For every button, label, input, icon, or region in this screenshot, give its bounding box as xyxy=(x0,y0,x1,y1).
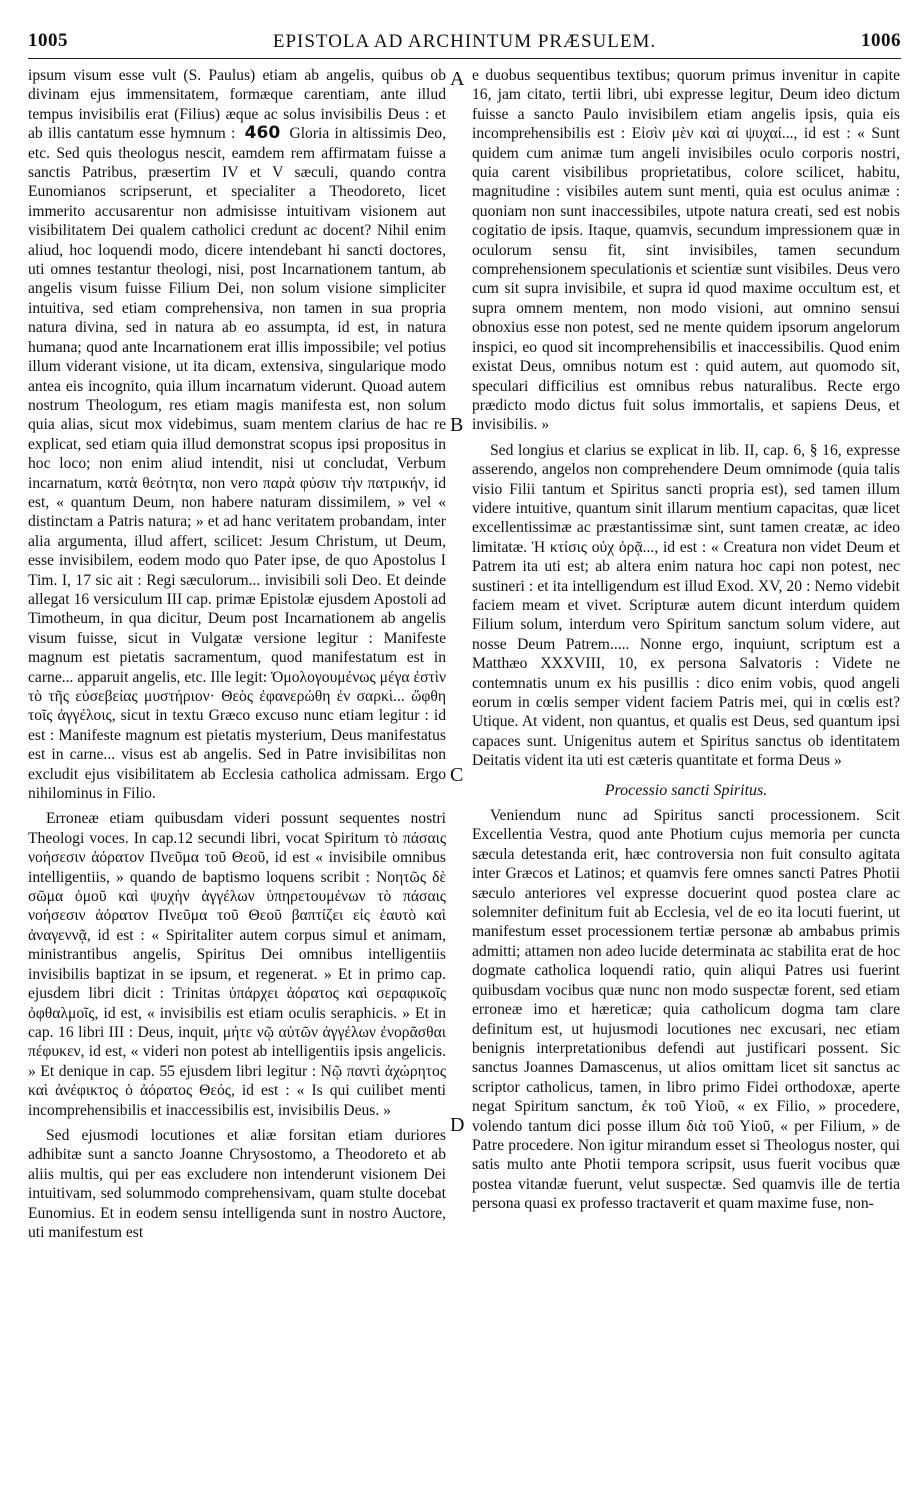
running-title: EPISTOLA AD ARCHINTUM PRÆSULEM. xyxy=(272,31,657,52)
left-column xyxy=(28,66,446,1494)
page-number-right: 1006 xyxy=(861,30,901,51)
paragraph xyxy=(28,66,446,803)
page-number-left: 1005 xyxy=(28,30,68,51)
page-header xyxy=(28,30,901,59)
margin-letter-b: B xyxy=(450,414,464,436)
original-page-marker: 460 xyxy=(244,123,281,144)
paragraph-text: Gloria in altissimis Deo, etc. Sed quis theologus nescit, eamdem rem affirmatam fuisse a sanctis Patribus, præsertim IV et V sæculi, quando contra Eunomianos scripserunt, et specialiter a Theodoreto, licet immerito accusarentur non admisisse intuitivam visionem aut visibilitatem Dei qualem catholici credunt ac docent? Nihil enim aliud, hoc loquendi modo, dicere intendebant hi sancti doctores, uti omnes testantur theologi, nisi, post Incarnationem tantum, ab angelis visum fuisse Filium Dei, non solum visione simpliciter intuitiva, sed etiam comprehensiva, non tamen in sua propria natura divina, sed in natura ab eo assumpta, id est, in natura humana; quod ante Incarnationem erat illis impossibile; vel potius illum viderant visione, ut ita dicam, extensiva, singularique modo antea eis incognito, quia illum incarnatum viderunt. Quoad autem nostrum Theologum, res etiam magis manifesta est, non solum quia alias, sicut mox videbimus, suam mentem clarius de hac re explicat, sed etiam quia illud demonstrat scopus ipsi propositus in hoc loco; non enim aliud intendit, nisi ut concludat, Verbum incarnatum, κατὰ θεότητα, non vero παρὰ φύσιν τὴν πατρικήν, id est, « quantum Deum, non habere naturam dissimilem, » vel « distinctam a Patris natura; » et ad hanc veritatem probandam, inter alia argumenta, illud affert, scilicet: Jesum Christum, ut Deum, esse invisibilem, eodem modo quo Pater ipse, de quo Apostolus I Tim. I, 17 sic ait : Regi sæculorum... invisibili soli Deo. Et deinde allegat 16 versiculum III cap. primæ Epistolæ ejusdem Apostoli ad Timotheum, in qua dicitur, Deum post Incarnationem ab angelis visum fuisse, sicut in Vulgatæ versione legitur : Manifeste magnum est pietatis sacramentum, quod manifestatum est in carne... apparuit angelis, etc. Ille legit: Ὁμολογουμένως μέγα ἐστὶν τὸ τῆς εὐσεβείας μυστήριον· Θεὸς ἐφανερώθη ἐν σαρκὶ... ὤφθη τοῖς ἀγγέλοις, sicut in textu Græco excuso nunc etiam legitur : id est : Manifeste magnum est pietatis mysterium, Deus manifestatus est in carne... visus est ab angelis. Sed in Patre invisibilitas non excludit ejus visibilitatem ab Ecclesia catholica admissam. Ergo nihilominus in Filio. xyxy=(28,125,446,803)
paragraph: e duobus sequentibus textibus; quorum primus invenitur in capite 16, jam citato, tertii libri, ubi expresse legitur, Deum ideo dictum fuisse a sancto Paulo invisibilem etiam angelis ipsis, quia eis incomprehensibilis est : Εἰσὶν μὲν καὶ αἱ ψυχαί..., id est : « Sunt quidem cum animæ tum angeli invisibiles oculo corporis nostri, quia carent visibilibus proprietatibus, colore scilicet, habitu, magnitudine : visibiles autem sunt menti, quia est oculus animæ : quoniam non sunt inaccessibiles, utpote natura creati, sed est nobis cogitatio de ipsis. Itaque, quamvis, secundum impressionem quæ in oculorum sensu fit, sint invisibiles, tamen secundum comprehensionem speculationis et scientiæ sunt visibiles. Deus vero cum sit supra invisibile, et supra id quod maxime occultum est, et supra omnem mentem, non modo visioni, aut omnino sensui obnoxius esse non potest, sed ne mente quidem ipsorum angelorum inspici, eo quod sit incomprehensibilis et inaccessibilis. Quod enim existat Deus, omnibus notum est : quid autem, aut quomodo sit, speculari difficilius est omnibus rebus naturalibus. Recte ergo prædicto modo dictus fuit solus immortalis, et sapiens Deus, et invisibilis. » xyxy=(472,67,900,434)
margin-letter-c: C xyxy=(450,764,464,786)
right-column xyxy=(472,66,900,1494)
margin-letter-a: A xyxy=(450,68,465,90)
paragraph-text: ipsum visum esse vult (S. Paulus) etiam ab angelis, quibus ob divinam ejus immensitatem, formæque carentiam, ante illud tempus invisibilis erat (Filius) æque ac solus invisibilis Deus : et ab illis cantatum esse hymnum : xyxy=(28,67,446,143)
paragraph: Sed ejusmodi locutiones et aliæ forsitan etiam duriores adhibitæ sunt a sancto Joanne Chrysostomo, a Theodoreto et ab aliis multis, qui per eas excludere non intenderunt visionem Dei intuitivam, sed solummodo comprehensivam, quam stulte docebat Eunomius. Et in eodem sensu intelligenda sunt in nostro Auctore, uti manifestum est xyxy=(28,1126,446,1241)
section-heading: Processio sancti Spiritus. xyxy=(604,781,768,799)
paragraph: Veniendum nunc ad Spiritus sancti processionem. Scit Excellentia Vestra, quod ante Photium cujus memoria per cuncta sæcula detestanda erit, hæc controversia non fuit consulto agitata inter Græcos et Latinos; et quamvis fere omnes sancti Patres Photii sæculo anteriores vel expresse docuerint quod postea clare ac solemniter definitum fuit ab Ecclesia, vel de eo ita locuti fuerint, ut manifestum esset processionem tertiæ personæ ab ambabus primis admitti; attamen non adeo lucide determinata ac stabilita erat de hoc dogmate catholica loquendi ratio, quin aliqui Patres usi fuerint quibusdam vocibus quæ nunc non modo suspectæ forent, sed etiam erroneæ imo et hæreticæ; quia catholicum dogma tam clare definitum est, ut hujusmodi locutiones nec excusari, nec etiam benignis interpretationibus defendi aut justificari possent. Sic sanctus Joannes Damascenus, ut alios omittam licet sit sanctus ac scriptor catholicus, tamen, in libro primo Fidei orthodoxæ, aperte negat Spiritum sanctum, ἐκ τοῦ Υἱοῦ, « ex Filio, » procedere, volendo tantum dici posse illum διὰ τοῦ Υἱοῦ, « per Filium, » de Patre procedere. Non igitur mirandum esset si Theologus noster, qui satis multo ante Photii tempora scripsit, usus fuerit vocibus quæ postea vitandæ fuerunt, velut suspectæ. Sed quamvis ille de tertia persona quasi ex professo tractaverit et quam maxime fuse, non- xyxy=(472,807,900,1213)
margin-letter-d: D xyxy=(450,1114,465,1136)
paragraph: Erroneæ etiam quibusdam videri possunt sequentes nostri Theologi voces. In cap.12 secundi libri, vocat Spiritum τὸ πάσαις νοήσεσιν ἀόρατον Πνεῦμα τοῦ Θεοῦ, id est « invisibile omnibus intelligentiis, » quando de baptismo loquens scribit : Νοητῶς δὲ σῶμα ὁμοῦ καὶ ψυχὴν ἀγγέλων ὑπηρετουμένων τὸ πάσαις νοήσεσιν ἀόρατον Πνεῦμα τοῦ Θεοῦ βαπτίζει εἰς ἑαυτὸ καὶ ἀναγεννᾷ, id est : « Spiritaliter autem corpus simul et animam, ministrantibus angelis, Spiritus Dei omnibus intelligentiis invisibilis baptizat in se ipsum, et regenerat. » Et in primo cap. ejusdem libri dicit : Trinitas ὑπάρχει ἀόρατος καὶ σεραφικοῖς ὀφθαλμοῖς, id est, « invisibilis est etiam oculis seraphicis. » Et in cap. 16 libri III : Deus, inquit, μήτε νῷ αὐτῶν ἀγγέλων ἐνορᾶσθαι πέφυκεν, id est, « videri non potest ab intelligentiis ipsis angelicis. » Et denique in cap. 55 ejusdem libri legitur : Νῷ παντὶ ἀχώρητος καὶ ἀνέφικτος ὁ ἀόρατος Θεός, id est : « Is qui cuilibet menti incomprehensibilis et inaccessibilis est, invisibilis Deus. » xyxy=(28,810,446,1119)
paragraph: Sed longius et clarius se explicat in lib. II, cap. 6, § 16, expresse asserendo, angelos non comprehendere Deum omnimode (quia talis visio Filii tantum et Spiritus sancti propria est), sed tamen illum videre intuitive, quantum sinit illarum mentium capacitas, quæ licet excellentissimæ ac præstantissimæ sint, sunt tamen creatæ, ac ideo limitatæ. Ἡ κτίσις οὐχ ὁρᾷ..., id est : « Creatura non videt Deum et Patrem ita uti est; ab altera enim natura hoc capi non potest, nec sustineri : et ita intelligendum est illud Exod. XV, 20 : Nemo videbit faciem meam et vivet. Scripturæ autem dicunt interdum quidem Filium solum, interdum vero Spiritum sanctum solum videre, aut nosse Deum Patrem..... Nonne ergo, inquiunt, scriptum est a Matthæo XXXVIII, 10, ex persona Salvatoris : Videte ne contemnatis unum ex his pusillis : dico enim vobis, quod angeli eorum in cœlis semper vident faciem Patris mei, qui in cœlis est? Utique. At vident, non quantus, et qualis est Deus, sed quantum ipsi capaces sunt. Unigenitus autem et Spiritus sanctus ob identitatem Deitatis vident ita uti est cæteris quantitate et forma Deus » xyxy=(472,441,900,770)
